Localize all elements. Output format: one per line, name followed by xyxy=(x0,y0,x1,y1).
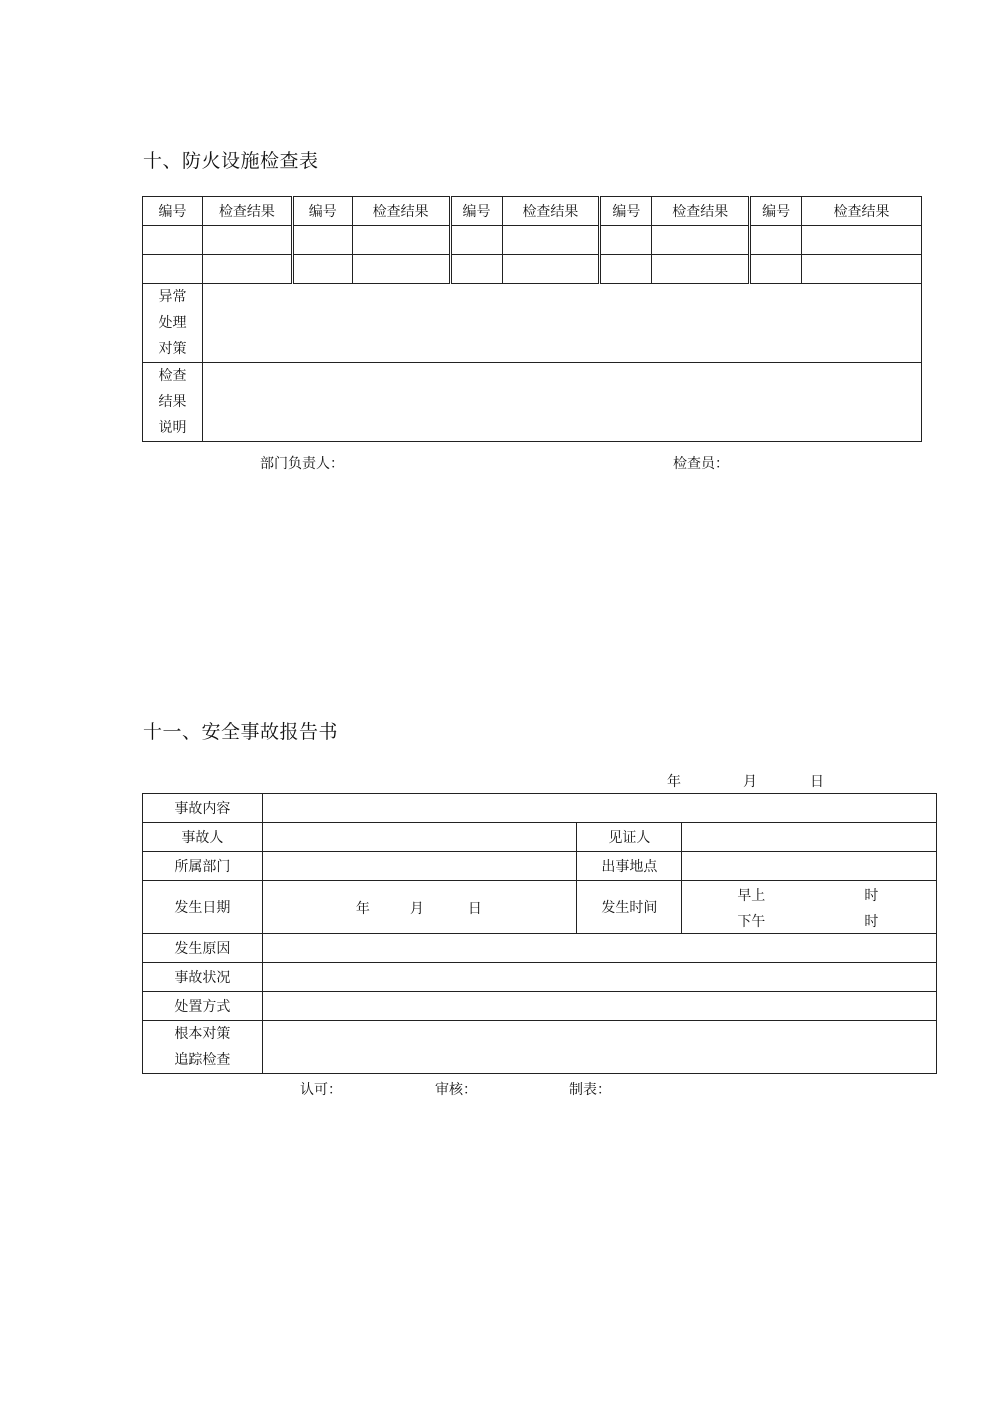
year-label: 年 xyxy=(667,774,681,790)
time-field[interactable] xyxy=(682,881,937,934)
month-label: 月 xyxy=(743,774,757,790)
table-row xyxy=(143,963,937,992)
day-label: 日 xyxy=(810,774,824,790)
empty-cell[interactable] xyxy=(750,255,802,284)
am-label: 早上 xyxy=(737,888,766,904)
review-signature-label: 审核： xyxy=(435,1082,477,1098)
header-cell: 编号 xyxy=(292,197,352,226)
empty-cell[interactable] xyxy=(292,226,352,255)
empty-cell[interactable] xyxy=(143,226,203,255)
result-description-field[interactable] xyxy=(202,363,921,442)
approve-signature-label: 认可： xyxy=(300,1082,342,1098)
date-day-label: 日 xyxy=(467,901,482,917)
prepared-signature-label: 制表： xyxy=(569,1082,611,1098)
header-cell: 检查结果 xyxy=(652,197,750,226)
table-row xyxy=(143,852,937,881)
handling-label: 处置方式 xyxy=(143,992,263,1021)
witness-label: 见证人 xyxy=(577,823,682,852)
empty-cell[interactable] xyxy=(652,255,750,284)
empty-cell[interactable] xyxy=(202,255,292,284)
dept-field[interactable] xyxy=(262,852,577,881)
label-line: 说明 xyxy=(158,420,187,436)
person-label: 事故人 xyxy=(143,823,263,852)
empty-cell[interactable] xyxy=(502,226,600,255)
location-field[interactable] xyxy=(682,852,937,881)
header-cell: 检查结果 xyxy=(802,197,922,226)
result-description-label xyxy=(143,363,203,442)
table-row xyxy=(143,1021,937,1074)
root-countermeasure-label xyxy=(143,1021,263,1074)
section-11-title: 十一、安全事故报告书 xyxy=(143,721,339,743)
header-cell: 编号 xyxy=(143,197,203,226)
cause-label: 发生原因 xyxy=(143,934,263,963)
person-field[interactable] xyxy=(262,823,577,852)
header-cell: 检查结果 xyxy=(502,197,600,226)
header-cell: 检查结果 xyxy=(352,197,450,226)
abnormal-handling-row xyxy=(143,284,922,363)
date-field[interactable] xyxy=(262,881,577,934)
header-cell: 编号 xyxy=(750,197,802,226)
table-row xyxy=(143,226,922,255)
abnormal-handling-label xyxy=(143,284,203,363)
table-row xyxy=(143,992,937,1021)
pm-label: 下午 xyxy=(737,914,766,930)
label-line: 结果 xyxy=(158,394,187,410)
table-row xyxy=(143,934,937,963)
header-cell: 编号 xyxy=(450,197,502,226)
empty-cell[interactable] xyxy=(802,255,922,284)
fire-facility-inspection-table xyxy=(142,196,922,442)
label-line: 检查 xyxy=(158,368,187,384)
status-label: 事故状况 xyxy=(143,963,263,992)
empty-cell[interactable] xyxy=(450,255,502,284)
root-countermeasure-field[interactable] xyxy=(262,1021,936,1074)
handling-field[interactable] xyxy=(262,992,936,1021)
content-label: 事故内容 xyxy=(143,794,263,823)
dept-head-signature-label: 部门负责人： xyxy=(260,456,344,472)
label-line: 追踪检查 xyxy=(174,1052,231,1068)
label-line: 对策 xyxy=(158,341,187,357)
time-label: 发生时间 xyxy=(577,881,682,934)
table-row xyxy=(143,794,937,823)
am-hour-label: 时 xyxy=(864,888,879,904)
empty-cell[interactable] xyxy=(802,226,922,255)
abnormal-handling-field[interactable] xyxy=(202,284,921,363)
table-row xyxy=(143,255,922,284)
inspector-signature-label: 检查员： xyxy=(673,456,729,472)
empty-cell[interactable] xyxy=(143,255,203,284)
empty-cell[interactable] xyxy=(652,226,750,255)
status-field[interactable] xyxy=(262,963,936,992)
pm-hour-label: 时 xyxy=(864,914,879,930)
dept-label: 所属部门 xyxy=(143,852,263,881)
result-description-row xyxy=(143,363,922,442)
empty-cell[interactable] xyxy=(292,255,352,284)
empty-cell[interactable] xyxy=(450,226,502,255)
date-year-label: 年 xyxy=(355,901,370,917)
label-line: 处理 xyxy=(158,315,187,331)
empty-cell[interactable] xyxy=(600,226,652,255)
date-month-label: 月 xyxy=(409,901,424,917)
table-header-row xyxy=(143,197,922,226)
table-row xyxy=(143,881,937,934)
header-cell: 检查结果 xyxy=(202,197,292,226)
empty-cell[interactable] xyxy=(502,255,600,284)
empty-cell[interactable] xyxy=(352,226,450,255)
cause-field[interactable] xyxy=(262,934,936,963)
empty-cell[interactable] xyxy=(352,255,450,284)
witness-field[interactable] xyxy=(682,823,937,852)
header-cell: 编号 xyxy=(600,197,652,226)
empty-cell[interactable] xyxy=(750,226,802,255)
label-line: 异常 xyxy=(158,289,187,305)
location-label: 出事地点 xyxy=(577,852,682,881)
date-label: 发生日期 xyxy=(143,881,263,934)
accident-report-table xyxy=(142,793,937,1074)
label-line: 根本对策 xyxy=(174,1026,231,1042)
content-field[interactable] xyxy=(262,794,936,823)
table-row xyxy=(143,823,937,852)
empty-cell[interactable] xyxy=(202,226,292,255)
section-10-title: 十、防火设施检查表 xyxy=(143,150,319,172)
empty-cell[interactable] xyxy=(600,255,652,284)
